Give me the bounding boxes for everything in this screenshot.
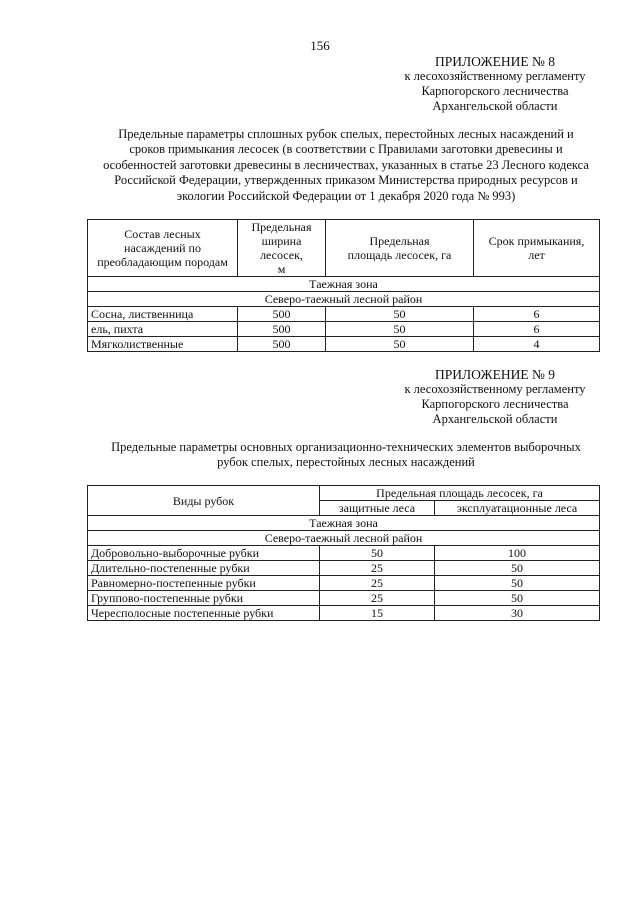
table-9-header-row	[88, 486, 600, 501]
appendix-8-line1: к лесохозяйственному регламенту	[404, 69, 586, 83]
table-8-header-width: Предельная ширина лесосек, м	[238, 220, 326, 277]
table-9-zone-row: Таежная зона	[88, 516, 600, 531]
table-row: Сосна, лиственница 500 50 6	[88, 307, 600, 322]
table-row: Добровольно-выборочные рубки 50 100	[88, 546, 600, 561]
table-row: Мягколиственные 500 50 4	[88, 337, 600, 352]
table-8-region-row: Северо-таежный лесной район	[88, 292, 600, 307]
heading-9-line1: Предельные параметры основных организационно-технических элементов выборочных	[111, 440, 581, 454]
table-8-header-row	[88, 220, 600, 277]
appendix-8-line3: Архангельской области	[432, 99, 558, 113]
heading-8-line4: Российской Федерации, утвержденных приказом Министерства природных ресурсов и	[114, 173, 578, 188]
heading-8-line2: сроков примыкания лесосек (в соответствии с Правилами заготовки древесины и	[129, 142, 563, 157]
appendix-9-line3: Архангельской области	[432, 412, 558, 426]
table-row: ель, пихта 500 50 6	[88, 322, 600, 337]
appendix-8-caption	[390, 54, 600, 114]
page-number: 156	[310, 38, 330, 53]
table-9-header-type: Виды рубок	[88, 486, 320, 516]
table-8-zone-row: Таежная зона	[88, 277, 600, 292]
table-8-header-area: Предельная площадь лесосек, га	[326, 220, 474, 277]
table-9-header-area-group: Предельная площадь лесосек, га	[320, 486, 600, 501]
appendix-8-line2: Карпогорского лесничества	[421, 84, 569, 98]
table-row: Чересполосные постепенные рубки 15 30	[88, 606, 600, 621]
table-8	[87, 219, 600, 352]
heading-9-line2: рубок спелых, перестойных лесных насаждений	[217, 455, 475, 470]
table-9-heading	[86, 440, 606, 471]
table-9-header-exploitation: эксплуатационные леса	[435, 501, 600, 516]
table-row: Группово-постепенные рубки 25 50	[88, 591, 600, 606]
table-9-region-row: Северо-таежный лесной район	[88, 531, 600, 546]
table-9-header-protective: защитные леса	[320, 501, 435, 516]
appendix-9-line2: Карпогорского лесничества	[421, 397, 569, 411]
appendix-9-caption	[390, 367, 600, 427]
heading-8-line5: экологии Российской Федерации от 1 декабря 2020 года № 993)	[176, 188, 516, 203]
table-row: Длительно-постепенные рубки 25 50	[88, 561, 600, 576]
heading-8-line1: Предельные параметры сплошных рубок спелых, перестойных лесных насаждений и	[118, 127, 574, 141]
appendix-8-title: ПРИЛОЖЕНИЕ № 8	[434, 54, 556, 69]
table-8-header-term: Срок примыкания, лет	[474, 220, 600, 277]
heading-8-line3: особенностей заготовки древесины в лесничествах, указанных в статье 23 Лесного кодекса	[103, 157, 589, 172]
table-row: Равномерно-постепенные рубки 25 50	[88, 576, 600, 591]
appendix-9-title: ПРИЛОЖЕНИЕ № 9	[434, 367, 556, 382]
table-8-header-composition: Состав лесных насаждений по преобладающим породам	[88, 220, 238, 277]
table-9	[87, 485, 600, 621]
table-8-heading	[86, 127, 606, 204]
appendix-9-line1: к лесохозяйственному регламенту	[404, 382, 586, 396]
